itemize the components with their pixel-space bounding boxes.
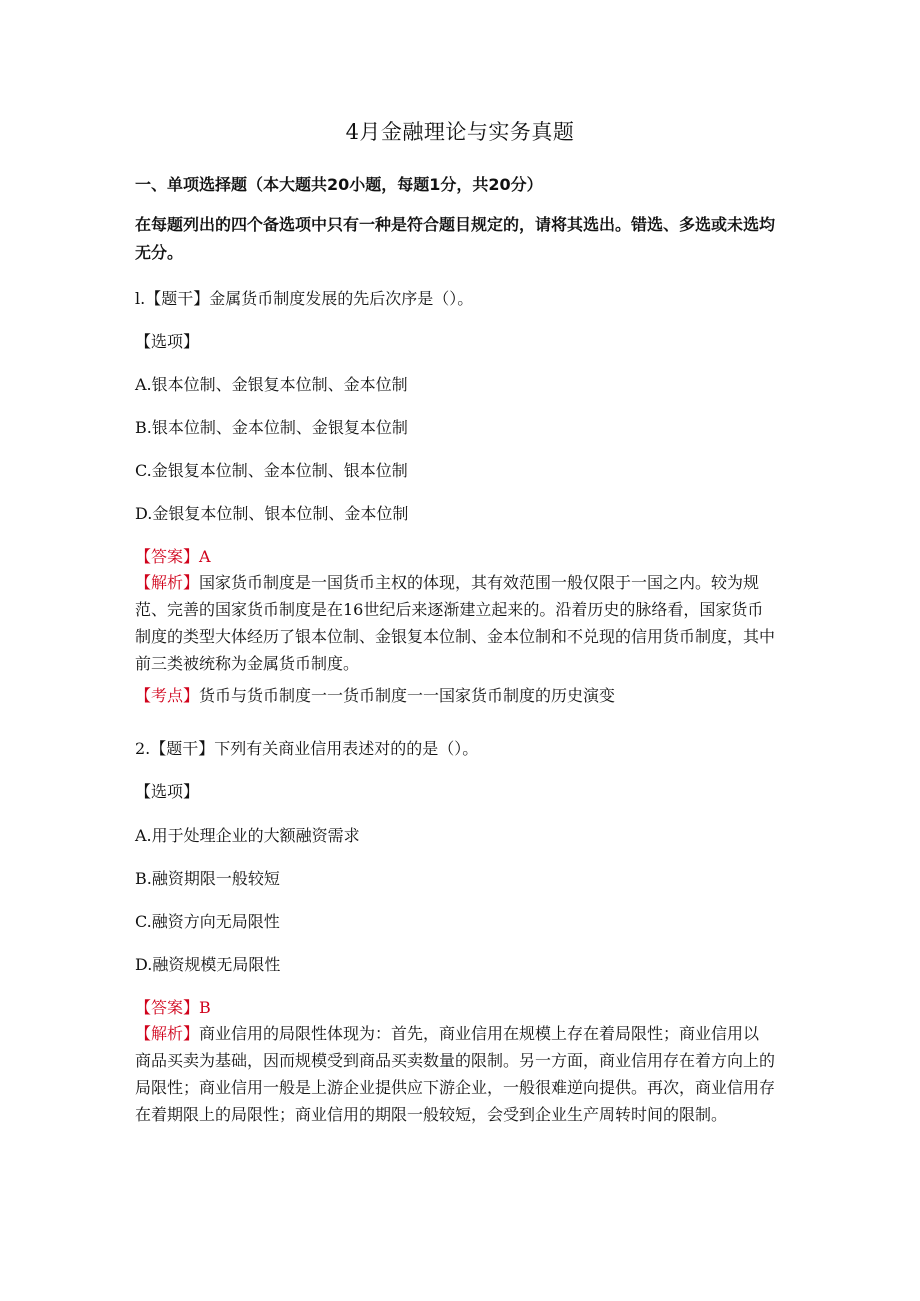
question-2-analysis: 【解析】商业信用的局限性体现为：首先，商业信用在规模上存在着局限性；商业信用以商品买卖为基础，因而规模受到商品买卖数量的限制。另一方面，商业信用存在着方向上的局限性；商业信用一般是上游企业提供应下游企业，一般很难逆向提供。再次，商业信用存在着期限上的局限性；商业信用的期限一般较短，会受到企业生产周转时间的限制。 (135, 1024, 776, 1124)
question-2-option-a: A.用于处理企业的大额融资需求 (135, 826, 360, 845)
section-instructions: 在每题列出的四个备选项中只有一种是符合题目规定的，请将其选出。错选、多选或未选均无分。 (135, 215, 776, 262)
question-1-point: 【考点】货币与货币制度一一货币制度一一国家货币制度的历史演变 (135, 686, 616, 705)
question-2-option-c: C.融资方向无局限性 (135, 912, 280, 931)
question-1-answer: 【答案】A (135, 547, 211, 566)
page-title: 4月金融理论与实务真题 (345, 120, 575, 144)
question-2-option-b: B.融资期限一般较短 (135, 869, 280, 888)
question-1-analysis: 【解析】国家货币制度是一国货币主权的体现，其有效范围一般仅限于一国之内。较为规范、完善的国家货币制度是在16世纪后来逐渐建立起来的。沿着历史的脉络看，国家货币制度的类型大体经历了银本位制、金银复本位制、金本位制和不兑现的信用货币制度，其中前三类被统称为金属货币制度。 (135, 573, 776, 673)
question-2-options-label: 【选项】 (135, 782, 200, 801)
question-1-options-label: 【选项】 (135, 332, 200, 351)
question-2-option-d: D.融资规模无局限性 (135, 955, 281, 974)
question-1-option-d: D.金银复本位制、银本位制、金本位制 (135, 504, 409, 523)
question-2-stem: 2.【题干】下列有关商业信用表述对的的是（）。 (135, 739, 479, 758)
question-1-option-a: A.银本位制、金银复本位制、金本位制 (135, 375, 408, 394)
question-1-stem: l.【题干】金属货币制度发展的先后次序是（）。 (135, 289, 474, 308)
question-1-option-b: B.银本位制、金本位制、金银复本位制 (135, 418, 408, 437)
section-heading: 一、单项选择题（本大题共20小题，每题1分，共20分） (135, 175, 543, 194)
question-2-answer: 【答案】B (135, 998, 211, 1017)
question-1-option-c: C.金银复本位制、金本位制、银本位制 (135, 461, 408, 480)
